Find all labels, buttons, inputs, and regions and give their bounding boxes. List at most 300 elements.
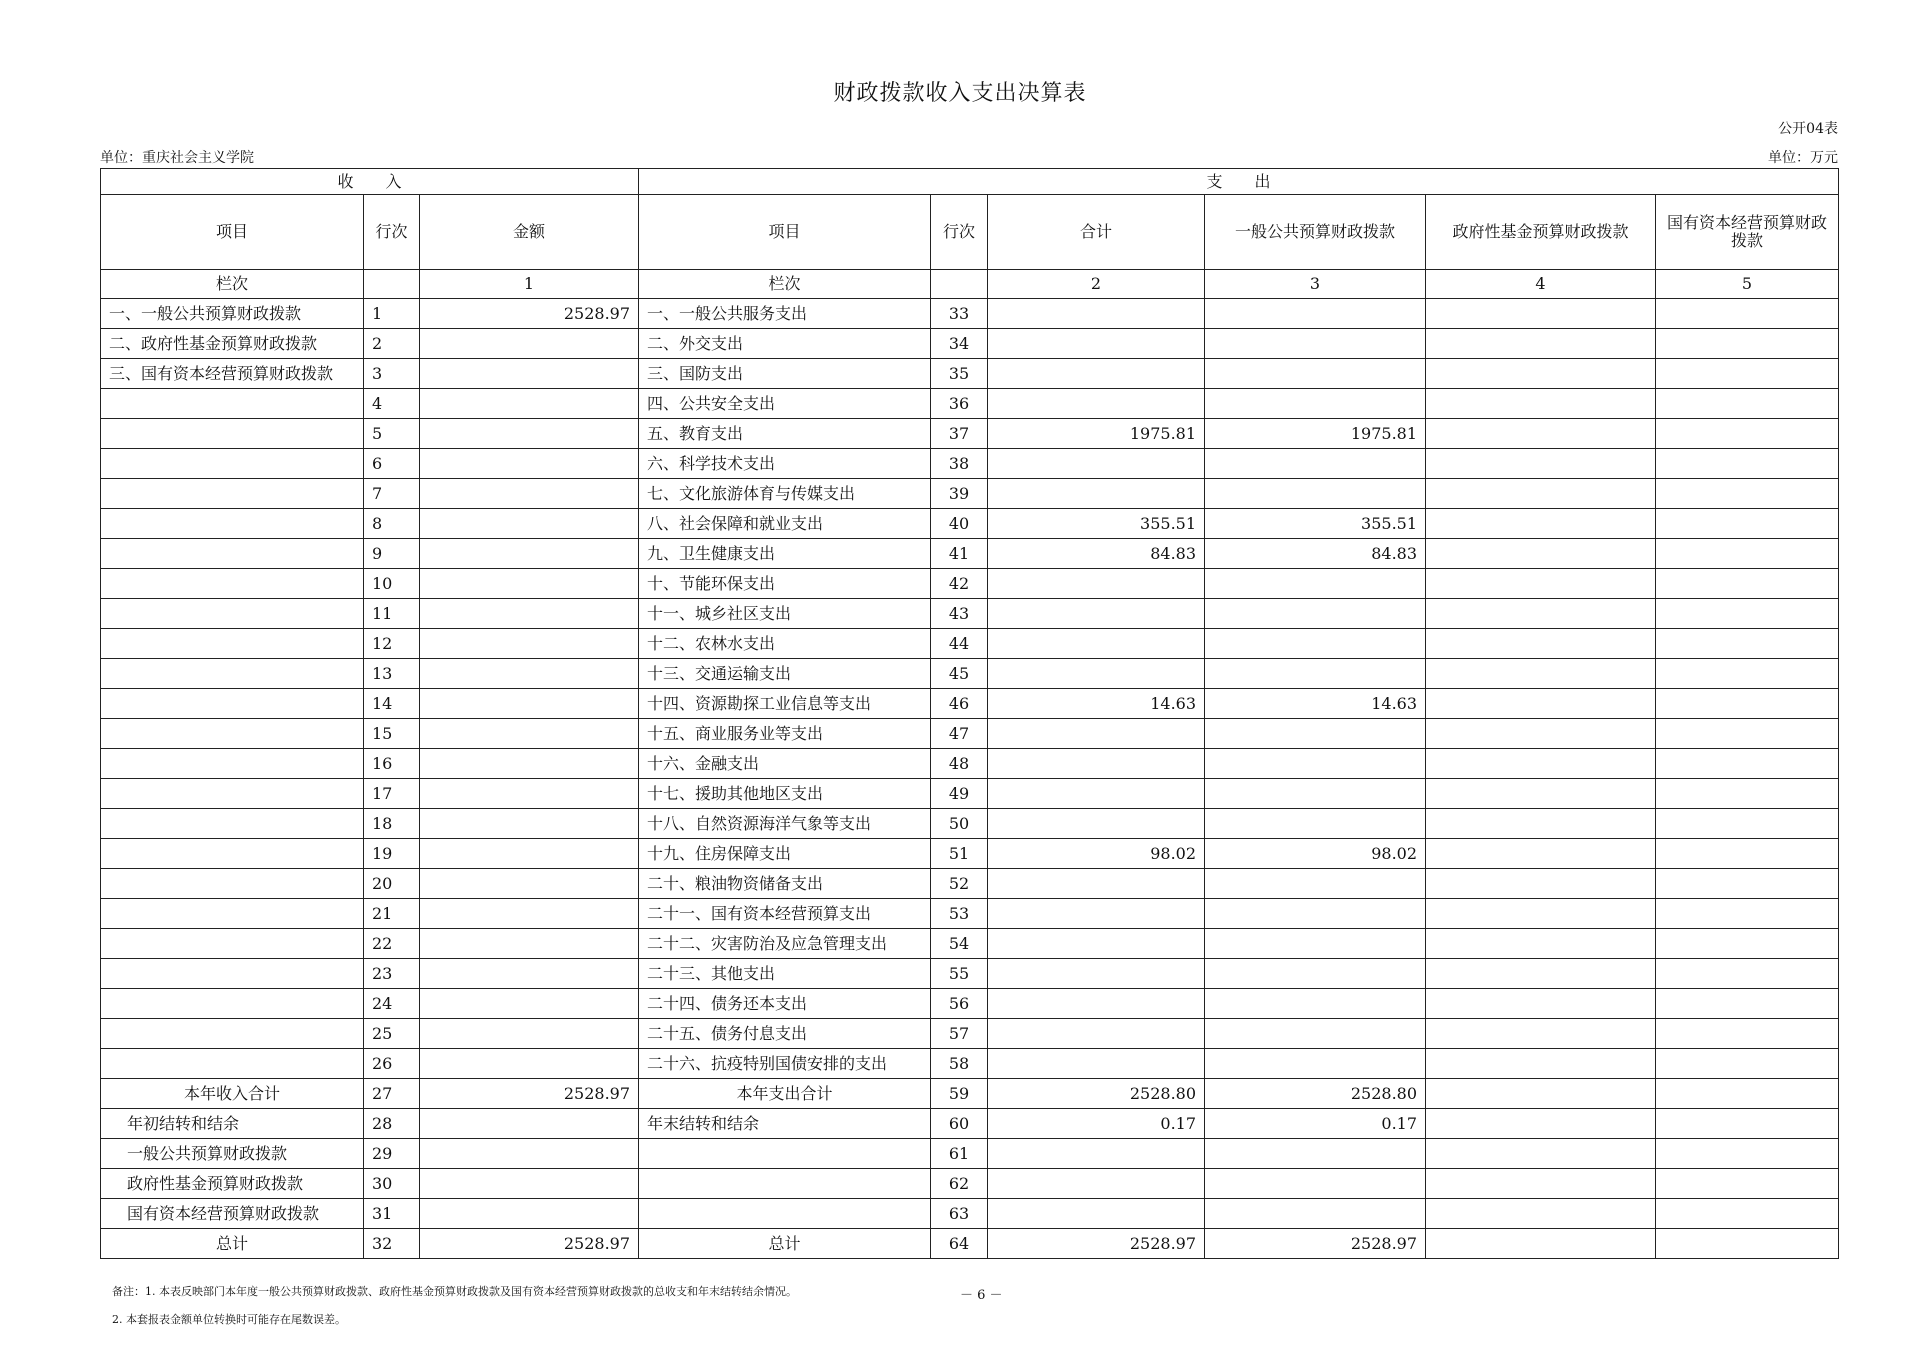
organization-unit: 单位：重庆社会主义学院 (100, 150, 254, 166)
income-row-number: 11 (364, 599, 420, 629)
expense-row-number: 61 (931, 1139, 988, 1169)
income-row-number: 24 (364, 989, 420, 1019)
expense-row-number: 64 (931, 1229, 988, 1259)
income-amount-cell (420, 359, 639, 389)
expense-gov-fund-cell (1426, 779, 1656, 809)
expense-general-cell: 1975.81 (1205, 419, 1426, 449)
income-section-label: 收 入 (101, 169, 639, 195)
table-row (101, 479, 1839, 509)
income-item-cell: 国有资本经营预算财政拨款 (101, 1199, 364, 1229)
expense-total-cell: 1975.81 (988, 419, 1205, 449)
expense-total-cell: 2528.97 (988, 1229, 1205, 1259)
expense-item-cell: 一、一般公共服务支出 (639, 299, 931, 329)
expense-state-capital-cell (1656, 329, 1839, 359)
expense-general-cell (1205, 569, 1426, 599)
expense-general-cell (1205, 869, 1426, 899)
expense-state-capital-cell (1656, 1229, 1839, 1259)
expense-item-cell: 三、国防支出 (639, 359, 931, 389)
income-row-number: 12 (364, 629, 420, 659)
expense-row-number: 51 (931, 839, 988, 869)
expense-item-cell: 十、节能环保支出 (639, 569, 931, 599)
income-row-number: 18 (364, 809, 420, 839)
expense-gov-fund-cell (1426, 1229, 1656, 1259)
expense-state-capital-cell (1656, 539, 1839, 569)
income-item-cell (101, 959, 364, 989)
expense-total-cell: 14.63 (988, 689, 1205, 719)
income-amount-cell: 2528.97 (420, 1229, 639, 1259)
expense-state-capital-cell (1656, 1199, 1839, 1229)
notes (112, 1278, 797, 1334)
table-row (101, 1109, 1839, 1139)
income-amount-cell (420, 929, 639, 959)
income-amount-cell (420, 779, 639, 809)
expense-general-cell (1205, 929, 1426, 959)
expense-total-cell: 2528.80 (988, 1079, 1205, 1109)
expense-gov-fund-cell (1426, 629, 1656, 659)
expense-total-cell (988, 1169, 1205, 1199)
expense-general-cell (1205, 719, 1426, 749)
income-item-cell: 年初结转和结余 (101, 1109, 364, 1139)
expense-item-cell: 六、科学技术支出 (639, 449, 931, 479)
income-amount-cell: 2528.97 (420, 299, 639, 329)
expense-row-number: 59 (931, 1079, 988, 1109)
expense-general-cell (1205, 629, 1426, 659)
income-row-number: 15 (364, 719, 420, 749)
table-row (101, 1079, 1839, 1109)
expense-gov-fund-cell (1426, 659, 1656, 689)
expense-general-cell (1205, 329, 1426, 359)
expense-item-cell: 二十三、其他支出 (639, 959, 931, 989)
table-row (101, 659, 1839, 689)
expense-general-cell (1205, 1019, 1426, 1049)
income-item-cell (101, 1019, 364, 1049)
colno-1: 1 (420, 270, 639, 299)
income-item-cell (101, 569, 364, 599)
income-row-number: 10 (364, 569, 420, 599)
expense-section-label: 支 出 (639, 169, 1839, 195)
header-income-amount: 金额 (420, 195, 639, 270)
expense-state-capital-cell (1656, 359, 1839, 389)
income-row-number: 23 (364, 959, 420, 989)
income-amount-cell (420, 1109, 639, 1139)
expense-row-number: 55 (931, 959, 988, 989)
colno-empty (931, 270, 988, 299)
expense-general-cell (1205, 749, 1426, 779)
income-item-cell: 一般公共预算财政拨款 (101, 1139, 364, 1169)
expense-general-cell (1205, 479, 1426, 509)
table-row (101, 749, 1839, 779)
header-expense-total: 合计 (988, 195, 1205, 270)
expense-state-capital-cell (1656, 1019, 1839, 1049)
expense-gov-fund-cell (1426, 839, 1656, 869)
expense-general-cell (1205, 299, 1426, 329)
expense-item-cell: 二十一、国有资本经营预算支出 (639, 899, 931, 929)
expense-general-cell: 84.83 (1205, 539, 1426, 569)
expense-total-cell (988, 989, 1205, 1019)
expense-general-cell: 2528.97 (1205, 1229, 1426, 1259)
expense-total-cell (988, 569, 1205, 599)
income-item-cell (101, 629, 364, 659)
income-row-number: 1 (364, 299, 420, 329)
colno-empty (364, 270, 420, 299)
expense-general-cell (1205, 359, 1426, 389)
expense-gov-fund-cell (1426, 509, 1656, 539)
table-row (101, 989, 1839, 1019)
expense-item-cell: 九、卫生健康支出 (639, 539, 931, 569)
table-row (101, 869, 1839, 899)
expense-item-cell: 二、外交支出 (639, 329, 931, 359)
expense-total-cell: 355.51 (988, 509, 1205, 539)
expense-item-cell: 十七、援助其他地区支出 (639, 779, 931, 809)
income-amount-cell (420, 329, 639, 359)
expense-item-cell (639, 1169, 931, 1199)
expense-row-number: 37 (931, 419, 988, 449)
expense-state-capital-cell (1656, 959, 1839, 989)
expense-total-cell (988, 299, 1205, 329)
expense-gov-fund-cell (1426, 809, 1656, 839)
income-item-cell (101, 389, 364, 419)
expense-gov-fund-cell (1426, 449, 1656, 479)
expense-item-cell: 二十、粮油物资储备支出 (639, 869, 931, 899)
income-item-cell (101, 749, 364, 779)
income-item-cell (101, 539, 364, 569)
expense-total-cell (988, 449, 1205, 479)
expense-state-capital-cell (1656, 389, 1839, 419)
expense-total-cell (988, 959, 1205, 989)
expense-row-number: 47 (931, 719, 988, 749)
expense-total-cell (988, 659, 1205, 689)
appropriation-table (100, 168, 1839, 1259)
income-item-cell: 一、一般公共预算财政拨款 (101, 299, 364, 329)
expense-item-cell: 十三、交通运输支出 (639, 659, 931, 689)
expense-gov-fund-cell (1426, 299, 1656, 329)
expense-row-number: 33 (931, 299, 988, 329)
income-row-number: 14 (364, 689, 420, 719)
income-amount-cell (420, 1199, 639, 1229)
income-item-cell (101, 419, 364, 449)
table-row (101, 1049, 1839, 1079)
expense-gov-fund-cell (1426, 359, 1656, 389)
income-row-number: 19 (364, 839, 420, 869)
table-row (101, 719, 1839, 749)
expense-total-cell (988, 869, 1205, 899)
expense-item-cell: 总计 (639, 1229, 931, 1259)
expense-item-cell: 十八、自然资源海洋气象等支出 (639, 809, 931, 839)
expense-general-cell: 14.63 (1205, 689, 1426, 719)
expense-item-cell: 十九、住房保障支出 (639, 839, 931, 869)
income-item-cell (101, 989, 364, 1019)
expense-row-number: 53 (931, 899, 988, 929)
expense-gov-fund-cell (1426, 599, 1656, 629)
income-amount-cell (420, 1139, 639, 1169)
expense-total-cell (988, 809, 1205, 839)
expense-total-cell (988, 929, 1205, 959)
expense-gov-fund-cell (1426, 959, 1656, 989)
income-item-cell: 政府性基金预算财政拨款 (101, 1169, 364, 1199)
expense-gov-fund-cell (1426, 1109, 1656, 1139)
expense-state-capital-cell (1656, 629, 1839, 659)
expense-item-cell: 十二、农林水支出 (639, 629, 931, 659)
table-row (101, 899, 1839, 929)
income-item-cell: 本年收入合计 (101, 1079, 364, 1109)
expense-item-cell: 二十二、灾害防治及应急管理支出 (639, 929, 931, 959)
table-row (101, 509, 1839, 539)
table-row (101, 389, 1839, 419)
income-item-cell (101, 719, 364, 749)
income-item-cell (101, 899, 364, 929)
income-amount-cell (420, 539, 639, 569)
table-row (101, 1139, 1839, 1169)
expense-general-cell: 355.51 (1205, 509, 1426, 539)
column-number-row (101, 270, 1839, 299)
income-item-cell (101, 1049, 364, 1079)
income-item-cell: 三、国有资本经营预算财政拨款 (101, 359, 364, 389)
expense-item-cell: 八、社会保障和就业支出 (639, 509, 931, 539)
income-item-cell (101, 659, 364, 689)
income-item-cell (101, 509, 364, 539)
expense-state-capital-cell (1656, 1049, 1839, 1079)
expense-state-capital-cell (1656, 1169, 1839, 1199)
header-expense-general: 一般公共预算财政拨款 (1205, 195, 1426, 270)
income-amount-cell (420, 1169, 639, 1199)
header-expense-item: 项目 (639, 195, 931, 270)
expense-state-capital-cell (1656, 449, 1839, 479)
expense-total-cell (988, 779, 1205, 809)
header-expense-state-capital: 国有资本经营预算财政拨款 (1656, 195, 1839, 270)
expense-state-capital-cell (1656, 1139, 1839, 1169)
expense-item-cell: 五、教育支出 (639, 419, 931, 449)
expense-gov-fund-cell (1426, 389, 1656, 419)
table-row (101, 449, 1839, 479)
expense-state-capital-cell (1656, 1109, 1839, 1139)
expense-gov-fund-cell (1426, 869, 1656, 899)
expense-item-cell: 十五、商业服务业等支出 (639, 719, 931, 749)
expense-state-capital-cell (1656, 839, 1839, 869)
colno-income-label: 栏次 (101, 270, 364, 299)
table-row (101, 299, 1839, 329)
expense-total-cell: 84.83 (988, 539, 1205, 569)
income-amount-cell (420, 569, 639, 599)
expense-total-cell (988, 479, 1205, 509)
income-row-number: 30 (364, 1169, 420, 1199)
income-row-number: 22 (364, 929, 420, 959)
expense-gov-fund-cell (1426, 689, 1656, 719)
colno-expense-label: 栏次 (639, 270, 931, 299)
expense-gov-fund-cell (1426, 569, 1656, 599)
colno-3: 3 (1205, 270, 1426, 299)
header-expense-gov-fund: 政府性基金预算财政拨款 (1426, 195, 1656, 270)
table-row (101, 599, 1839, 629)
expense-row-number: 60 (931, 1109, 988, 1139)
table-row (101, 809, 1839, 839)
table-row (101, 329, 1839, 359)
expense-gov-fund-cell (1426, 1169, 1656, 1199)
expense-row-number: 39 (931, 479, 988, 509)
expense-state-capital-cell (1656, 779, 1839, 809)
income-amount-cell (420, 689, 639, 719)
income-amount-cell (420, 659, 639, 689)
income-item-cell (101, 839, 364, 869)
expense-total-cell (988, 1049, 1205, 1079)
expense-general-cell (1205, 779, 1426, 809)
income-row-number: 32 (364, 1229, 420, 1259)
expense-total-cell (988, 599, 1205, 629)
expense-row-number: 41 (931, 539, 988, 569)
income-item-cell (101, 929, 364, 959)
table-row (101, 929, 1839, 959)
page-number: － 6 － (960, 1288, 1003, 1303)
expense-gov-fund-cell (1426, 1019, 1656, 1049)
income-item-cell (101, 809, 364, 839)
income-row-number: 17 (364, 779, 420, 809)
expense-gov-fund-cell (1426, 329, 1656, 359)
expense-state-capital-cell (1656, 929, 1839, 959)
expense-state-capital-cell (1656, 1079, 1839, 1109)
expense-gov-fund-cell (1426, 899, 1656, 929)
expense-gov-fund-cell (1426, 749, 1656, 779)
income-amount-cell (420, 419, 639, 449)
expense-row-number: 63 (931, 1199, 988, 1229)
expense-gov-fund-cell (1426, 719, 1656, 749)
expense-state-capital-cell (1656, 509, 1839, 539)
expense-item-cell: 十四、资源勘探工业信息等支出 (639, 689, 931, 719)
expense-general-cell (1205, 1199, 1426, 1229)
header-expense-row: 行次 (931, 195, 988, 270)
expense-state-capital-cell (1656, 599, 1839, 629)
table-row (101, 689, 1839, 719)
income-amount-cell (420, 599, 639, 629)
income-amount-cell (420, 959, 639, 989)
table-row (101, 839, 1839, 869)
expense-total-cell (988, 329, 1205, 359)
expense-gov-fund-cell (1426, 419, 1656, 449)
expense-total-cell: 0.17 (988, 1109, 1205, 1139)
expense-general-cell (1205, 1049, 1426, 1079)
expense-state-capital-cell (1656, 569, 1839, 599)
income-amount-cell (420, 719, 639, 749)
expense-gov-fund-cell (1426, 1049, 1656, 1079)
table-row (101, 779, 1839, 809)
expense-state-capital-cell (1656, 989, 1839, 1019)
expense-row-number: 49 (931, 779, 988, 809)
expense-row-number: 35 (931, 359, 988, 389)
income-row-number: 2 (364, 329, 420, 359)
expense-gov-fund-cell (1426, 1079, 1656, 1109)
expense-state-capital-cell (1656, 809, 1839, 839)
expense-row-number: 48 (931, 749, 988, 779)
expense-total-cell (988, 629, 1205, 659)
table-body (101, 299, 1839, 1259)
income-item-cell (101, 779, 364, 809)
page-title: 财政拨款收入支出决算表 (833, 81, 1087, 106)
expense-general-cell (1205, 659, 1426, 689)
expense-row-number: 34 (931, 329, 988, 359)
expense-row-number: 42 (931, 569, 988, 599)
expense-item-cell: 本年支出合计 (639, 1079, 931, 1109)
note-line: 备注：1. 本表反映部门本年度一般公共预算财政拨款、政府性基金预算财政拨款及国有资本经营预算财政拨款的总收支和年末结转结余情况。 (112, 1285, 797, 1298)
expense-gov-fund-cell (1426, 479, 1656, 509)
expense-row-number: 44 (931, 629, 988, 659)
income-amount-cell (420, 989, 639, 1019)
income-row-number: 28 (364, 1109, 420, 1139)
income-row-number: 6 (364, 449, 420, 479)
table-row (101, 539, 1839, 569)
expense-general-cell (1205, 1169, 1426, 1199)
expense-item-cell (639, 1139, 931, 1169)
expense-item-cell: 十六、金融支出 (639, 749, 931, 779)
expense-item-cell: 二十五、债务付息支出 (639, 1019, 931, 1049)
expense-total-cell (988, 749, 1205, 779)
currency-unit: 单位：万元 (1768, 150, 1838, 166)
form-number: 公开04表 (1778, 121, 1838, 137)
table-row (101, 629, 1839, 659)
table-row (101, 959, 1839, 989)
expense-general-cell (1205, 809, 1426, 839)
income-item-cell (101, 869, 364, 899)
expense-general-cell (1205, 599, 1426, 629)
table-row (101, 1169, 1839, 1199)
income-row-number: 29 (364, 1139, 420, 1169)
table-row (101, 419, 1839, 449)
expense-row-number: 56 (931, 989, 988, 1019)
income-amount-cell (420, 1019, 639, 1049)
income-row-number: 27 (364, 1079, 420, 1109)
colno-5: 5 (1656, 270, 1839, 299)
expense-general-cell: 0.17 (1205, 1109, 1426, 1139)
expense-row-number: 58 (931, 1049, 988, 1079)
income-amount-cell (420, 629, 639, 659)
income-item-cell (101, 479, 364, 509)
income-row-number: 26 (364, 1049, 420, 1079)
colno-4: 4 (1426, 270, 1656, 299)
note-line: 2. 本套报表金额单位转换时可能存在尾数误差。 (112, 1313, 346, 1326)
expense-item-cell: 四、公共安全支出 (639, 389, 931, 419)
expense-state-capital-cell (1656, 689, 1839, 719)
expense-gov-fund-cell (1426, 989, 1656, 1019)
expense-row-number: 50 (931, 809, 988, 839)
income-amount-cell (420, 389, 639, 419)
expense-total-cell (988, 719, 1205, 749)
expense-general-cell (1205, 899, 1426, 929)
expense-total-cell (988, 389, 1205, 419)
income-amount-cell (420, 839, 639, 869)
income-item-cell (101, 449, 364, 479)
section-header-row (101, 169, 1839, 195)
expense-state-capital-cell (1656, 749, 1839, 779)
income-item-cell: 二、政府性基金预算财政拨款 (101, 329, 364, 359)
table-row (101, 1229, 1839, 1259)
income-row-number: 13 (364, 659, 420, 689)
expense-general-cell (1205, 389, 1426, 419)
income-row-number: 31 (364, 1199, 420, 1229)
income-item-cell (101, 689, 364, 719)
income-amount-cell (420, 1049, 639, 1079)
income-row-number: 5 (364, 419, 420, 449)
expense-general-cell (1205, 449, 1426, 479)
income-row-number: 16 (364, 749, 420, 779)
expense-row-number: 45 (931, 659, 988, 689)
table-row (101, 1199, 1839, 1229)
income-amount-cell (420, 749, 639, 779)
income-amount-cell (420, 809, 639, 839)
expense-state-capital-cell (1656, 869, 1839, 899)
expense-general-cell (1205, 959, 1426, 989)
expense-row-number: 40 (931, 509, 988, 539)
expense-item-cell: 二十四、债务还本支出 (639, 989, 931, 1019)
income-row-number: 7 (364, 479, 420, 509)
income-row-number: 3 (364, 359, 420, 389)
expense-state-capital-cell (1656, 659, 1839, 689)
